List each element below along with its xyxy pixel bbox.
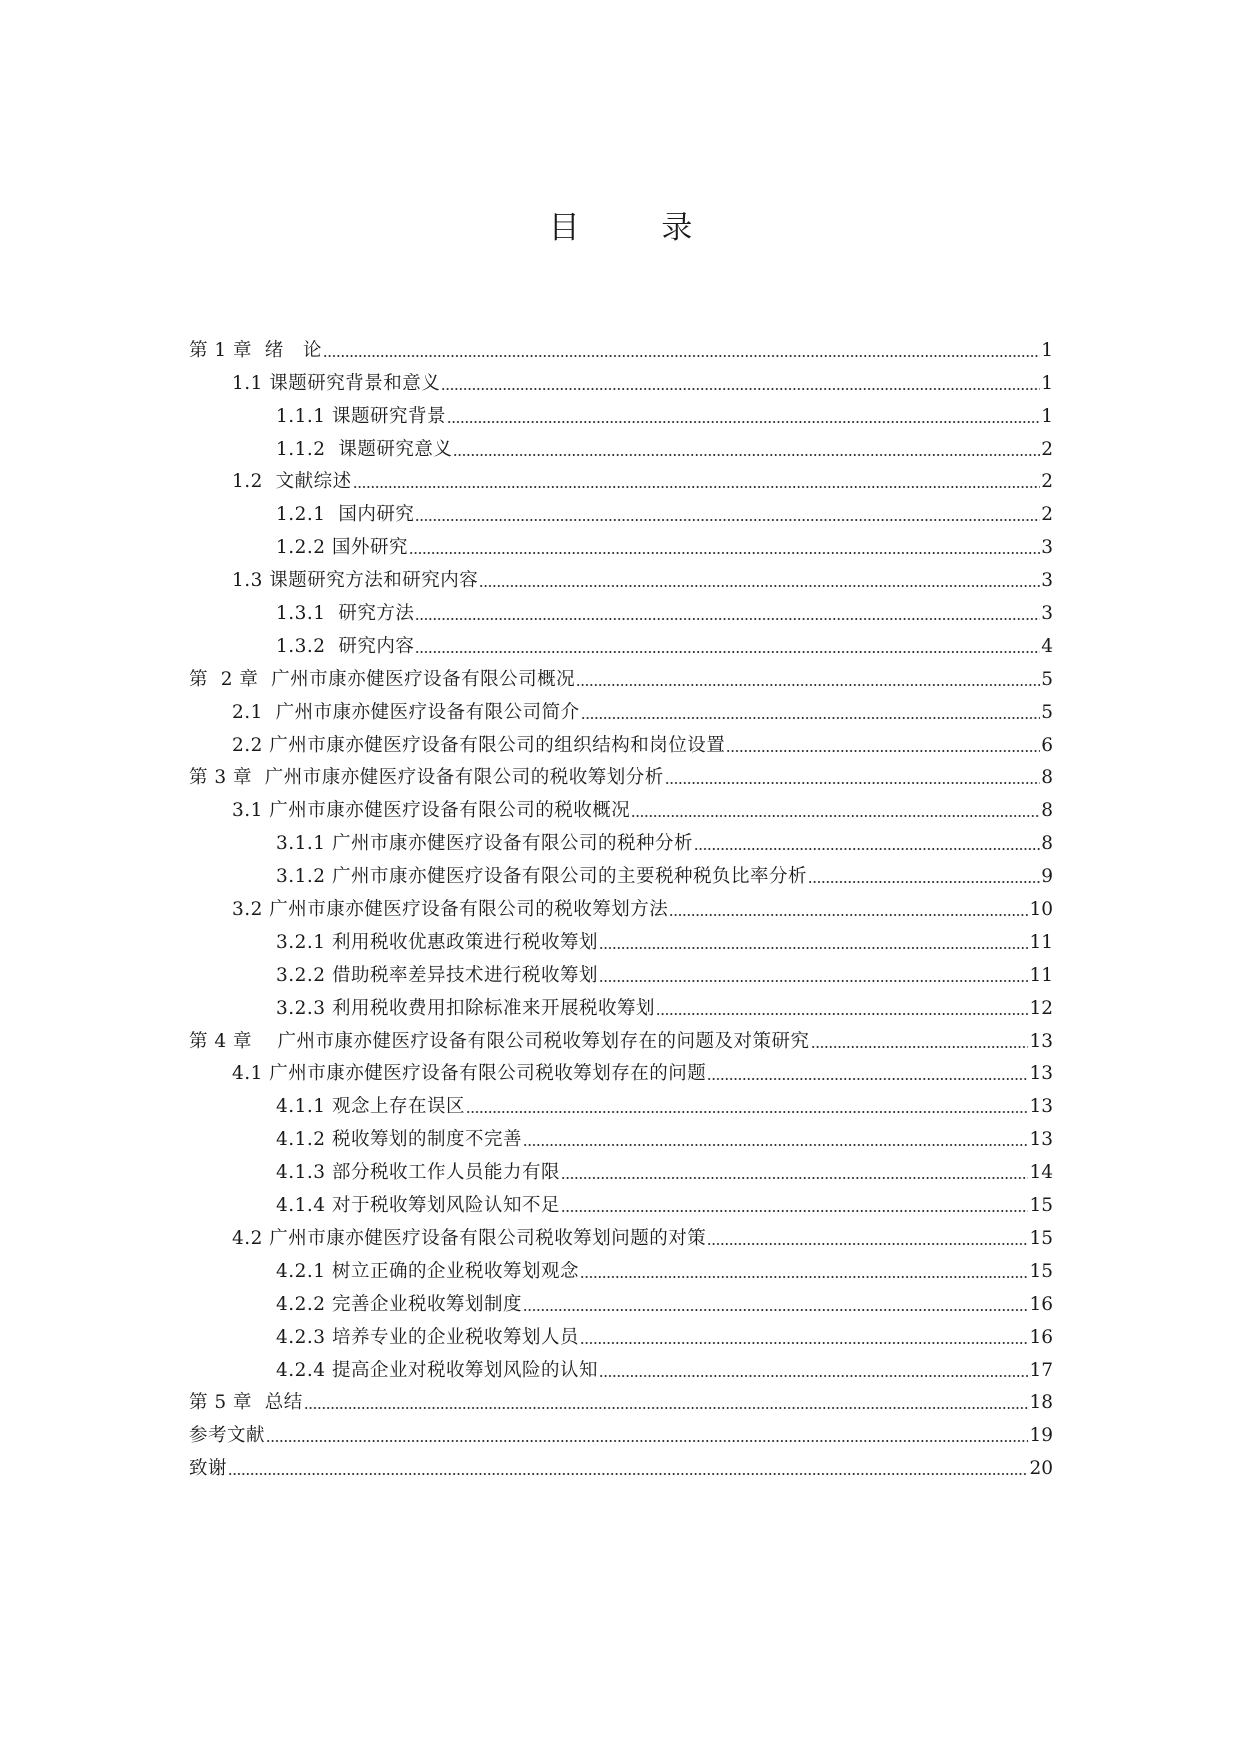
toc-entry[interactable] bbox=[189, 527, 1053, 560]
toc-entry[interactable] bbox=[189, 593, 1053, 626]
toc-page-number: 3 bbox=[1041, 570, 1053, 592]
toc-entry[interactable] bbox=[189, 1054, 1053, 1087]
toc-entry[interactable] bbox=[189, 1218, 1053, 1251]
toc-entry-title: 2.1 广州市康亦健医疗设备有限公司简介 bbox=[232, 701, 580, 723]
toc-entry-title: 1.1.2 课题研究意义 bbox=[276, 438, 453, 460]
toc-page-number: 2 bbox=[1041, 438, 1053, 460]
toc-page-number: 20 bbox=[1029, 1458, 1053, 1480]
toc-entry[interactable] bbox=[189, 1251, 1053, 1284]
toc-page-number: 5 bbox=[1041, 701, 1053, 723]
toc-entry-title: 1.1 课题研究背景和意义 bbox=[232, 372, 441, 394]
dot-leader bbox=[415, 651, 1040, 653]
toc-page-number: 18 bbox=[1029, 1392, 1053, 1414]
toc-entry[interactable] bbox=[189, 363, 1053, 396]
toc-entry-title: 3.2.3 利用税收费用扣除标准来开展税收筹划 bbox=[276, 997, 655, 1019]
toc-page-number: 16 bbox=[1029, 1326, 1053, 1348]
dot-leader bbox=[726, 750, 1040, 752]
toc-entry[interactable] bbox=[189, 626, 1053, 659]
dot-leader bbox=[561, 1177, 1028, 1179]
toc-entry-title: 3.2.2 借助税率差异技术进行税收筹划 bbox=[276, 964, 598, 986]
dot-leader bbox=[694, 848, 1040, 850]
toc-entry-title: 1.3.2 研究内容 bbox=[276, 635, 415, 657]
toc-entry-title: 1.2 文献综述 bbox=[232, 471, 352, 493]
toc-page-number: 16 bbox=[1029, 1293, 1053, 1315]
toc-page-number: 13 bbox=[1029, 1063, 1053, 1085]
dot-leader bbox=[581, 717, 1041, 719]
toc-entry[interactable] bbox=[189, 889, 1053, 922]
toc-entry-title: 4.1.3 部分税收工作人员能力有限 bbox=[276, 1162, 560, 1184]
toc-page-number: 3 bbox=[1041, 537, 1053, 559]
dot-leader bbox=[561, 1210, 1028, 1212]
toc-entry-title: 第 3 章 广州市康亦健医疗设备有限公司的税收筹划分析 bbox=[189, 767, 664, 789]
toc-entry-title: 2.2 广州市康亦健医疗设备有限公司的组织结构和岗位设置 bbox=[232, 734, 726, 756]
toc-page-number: 8 bbox=[1041, 800, 1053, 822]
toc-entry[interactable] bbox=[189, 494, 1053, 527]
toc-entry[interactable] bbox=[189, 1415, 1053, 1448]
dot-leader bbox=[656, 1013, 1028, 1015]
dot-leader bbox=[453, 454, 1040, 456]
toc-entry-title: 4.2.4 提高企业对税收筹划风险的认知 bbox=[276, 1359, 598, 1381]
toc-entry-title: 4.2.3 培养专业的企业税收筹划人员 bbox=[276, 1326, 579, 1348]
toc-entry-title: 4.1.1 观念上存在误区 bbox=[276, 1096, 465, 1118]
toc-page-number: 10 bbox=[1029, 899, 1053, 921]
dot-leader bbox=[599, 1375, 1028, 1377]
toc-entry-title: 1.3.1 研究方法 bbox=[276, 603, 415, 625]
table-of-contents bbox=[189, 330, 1053, 1481]
toc-entry[interactable] bbox=[189, 823, 1053, 856]
dot-leader bbox=[479, 585, 1040, 587]
toc-page-number: 1 bbox=[1041, 372, 1053, 394]
toc-entry-title: 参考文献 bbox=[189, 1425, 266, 1447]
toc-page-number: 12 bbox=[1029, 997, 1053, 1019]
dot-leader bbox=[415, 618, 1040, 620]
toc-page-number: 2 bbox=[1041, 471, 1053, 493]
toc-page-number: 4 bbox=[1041, 635, 1053, 657]
toc-page-number: 9 bbox=[1041, 866, 1053, 888]
toc-page-number: 11 bbox=[1029, 931, 1053, 953]
toc-page-number: 15 bbox=[1029, 1227, 1053, 1249]
dot-leader bbox=[811, 1046, 1029, 1048]
toc-page-number: 5 bbox=[1041, 668, 1053, 690]
toc-entry[interactable] bbox=[189, 856, 1053, 889]
dot-leader bbox=[523, 1309, 1028, 1311]
toc-entry-title: 3.1 广州市康亦健医疗设备有限公司的税收概况 bbox=[232, 800, 631, 822]
toc-page-number: 3 bbox=[1041, 603, 1053, 625]
dot-leader bbox=[447, 421, 1040, 423]
toc-entry-title: 4.1 广州市康亦健医疗设备有限公司税收筹划存在的问题 bbox=[232, 1063, 707, 1085]
dot-leader bbox=[707, 1078, 1028, 1080]
toc-entry-title: 3.2 广州市康亦健医疗设备有限公司的税收筹划方法 bbox=[232, 899, 669, 921]
toc-entry[interactable] bbox=[189, 922, 1053, 955]
dot-leader bbox=[523, 1144, 1028, 1146]
toc-entry-title: 4.1.4 对于税收筹划风险认知不足 bbox=[276, 1195, 560, 1217]
toc-page-number: 11 bbox=[1029, 964, 1053, 986]
page-title: 目 录 bbox=[548, 210, 729, 246]
toc-entry[interactable] bbox=[189, 560, 1053, 593]
dot-leader bbox=[580, 1342, 1028, 1344]
toc-entry[interactable] bbox=[189, 429, 1053, 462]
toc-entry-title: 4.2.2 完善企业税收筹划制度 bbox=[276, 1293, 522, 1315]
toc-entry-title: 4.2 广州市康亦健医疗设备有限公司税收筹划问题的对策 bbox=[232, 1227, 707, 1249]
toc-entry[interactable] bbox=[189, 1284, 1053, 1317]
dot-leader bbox=[415, 519, 1040, 521]
dot-leader bbox=[323, 355, 1040, 357]
dot-leader bbox=[707, 1243, 1028, 1245]
toc-page-number: 15 bbox=[1029, 1260, 1053, 1282]
dot-leader bbox=[409, 552, 1040, 554]
dot-leader bbox=[599, 947, 1028, 949]
toc-page-number: 8 bbox=[1041, 767, 1053, 789]
toc-page-number: 1 bbox=[1041, 405, 1053, 427]
toc-entry-title: 致谢 bbox=[189, 1458, 228, 1480]
toc-page-number: 13 bbox=[1029, 1096, 1053, 1118]
toc-entry-title: 3.1.2 广州市康亦健医疗设备有限公司的主要税种税负比率分析 bbox=[276, 866, 807, 888]
toc-entry-title: 1.1.1 课题研究背景 bbox=[276, 405, 446, 427]
toc-entry-title: 4.2.1 树立正确的企业税收筹划观念 bbox=[276, 1260, 579, 1282]
toc-entry-title: 1.2.2 国外研究 bbox=[276, 537, 408, 559]
toc-entry[interactable] bbox=[189, 1448, 1053, 1481]
toc-entry[interactable] bbox=[189, 1021, 1053, 1054]
toc-page-number: 8 bbox=[1041, 833, 1053, 855]
toc-entry[interactable] bbox=[189, 1152, 1053, 1185]
toc-entry-title: 3.1.1 广州市康亦健医疗设备有限公司的税种分析 bbox=[276, 833, 693, 855]
toc-entry[interactable] bbox=[189, 462, 1053, 495]
toc-page-number: 15 bbox=[1029, 1195, 1053, 1217]
toc-entry-title: 1.2.1 国内研究 bbox=[276, 504, 415, 526]
toc-entry[interactable] bbox=[189, 1185, 1053, 1218]
dot-leader bbox=[266, 1440, 1028, 1442]
toc-entry-title: 第 1 章 绪 论 bbox=[189, 339, 322, 361]
toc-page-number: 14 bbox=[1029, 1162, 1053, 1184]
dot-leader bbox=[669, 914, 1028, 916]
toc-entry-title: 3.2.1 利用税收优惠政策进行税收筹划 bbox=[276, 931, 598, 953]
toc-page-number: 19 bbox=[1029, 1425, 1053, 1447]
toc-entry[interactable] bbox=[189, 1119, 1053, 1152]
toc-page-number: 13 bbox=[1029, 1129, 1053, 1151]
toc-entry[interactable] bbox=[189, 1383, 1053, 1416]
toc-entry-title: 第 5 章 总结 bbox=[189, 1392, 303, 1414]
toc-page-number: 1 bbox=[1041, 339, 1053, 361]
dot-leader bbox=[808, 881, 1040, 883]
dot-leader bbox=[441, 388, 1040, 390]
toc-entry[interactable] bbox=[189, 955, 1053, 988]
toc-entry[interactable] bbox=[189, 988, 1053, 1021]
toc-entry[interactable] bbox=[189, 725, 1053, 758]
dot-leader bbox=[466, 1111, 1028, 1113]
toc-entry[interactable] bbox=[189, 692, 1053, 725]
dot-leader bbox=[353, 486, 1041, 488]
dot-leader bbox=[576, 684, 1040, 686]
dot-leader bbox=[631, 815, 1040, 817]
dot-leader bbox=[599, 980, 1028, 982]
toc-entry[interactable] bbox=[189, 1086, 1053, 1119]
dot-leader bbox=[665, 782, 1040, 784]
toc-entry-title: 4.1.2 税收筹划的制度不完善 bbox=[276, 1129, 522, 1151]
toc-entry[interactable] bbox=[189, 758, 1053, 791]
toc-page-number: 17 bbox=[1029, 1359, 1053, 1381]
dot-leader bbox=[304, 1407, 1029, 1409]
dot-leader bbox=[228, 1473, 1028, 1475]
toc-entry[interactable] bbox=[189, 659, 1053, 692]
toc-page-number: 13 bbox=[1029, 1030, 1053, 1052]
toc-entry-title: 第 2 章 广州市康亦健医疗设备有限公司概况 bbox=[189, 668, 576, 690]
dot-leader bbox=[580, 1276, 1028, 1278]
toc-page-number: 6 bbox=[1041, 734, 1053, 756]
toc-entry[interactable] bbox=[189, 1350, 1053, 1383]
toc-entry[interactable] bbox=[189, 1317, 1053, 1350]
toc-entry-title: 第 4 章 广州市康亦健医疗设备有限公司税收筹划存在的问题及对策研究 bbox=[189, 1030, 810, 1052]
toc-entry-title: 1.3 课题研究方法和研究内容 bbox=[232, 570, 479, 592]
toc-page-number: 2 bbox=[1041, 504, 1053, 526]
toc-entry[interactable] bbox=[189, 790, 1053, 823]
toc-entry[interactable] bbox=[189, 330, 1053, 363]
toc-entry[interactable] bbox=[189, 396, 1053, 429]
